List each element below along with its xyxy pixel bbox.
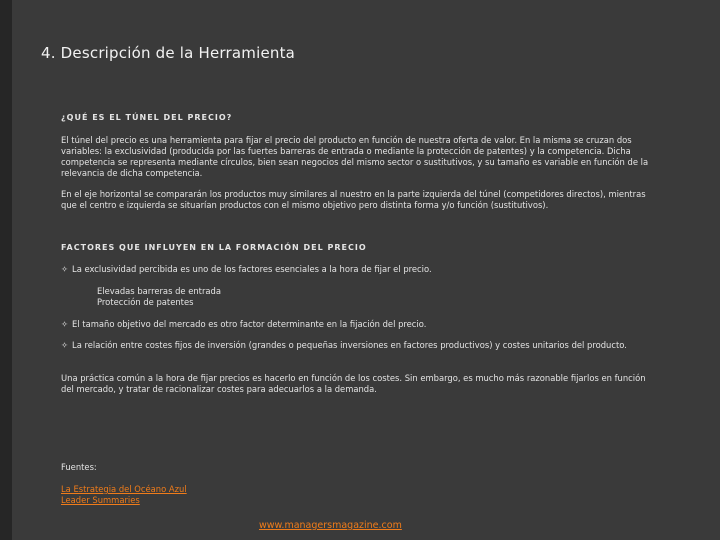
heading-tunel-precio: ¿QUÉ ES EL TÚNEL DEL PRECIO?	[61, 113, 233, 122]
sub-item-barreras: Elevadas barreras de entrada	[97, 286, 221, 296]
source-link-oceano-azul-wrap	[61, 484, 651, 495]
diamond-bullet-icon: ✧	[61, 340, 69, 350]
source-link-leader-summaries[interactable]: Leader Summaries	[61, 495, 140, 505]
slide-title: 4. Descripción de la Herramienta	[41, 44, 296, 62]
bullet-costes: ✧ La relación entre costes fijos de inversión (grandes o pequeñas inversiones en factores productivos) y costes unitarios del producto.	[61, 340, 627, 350]
source-link-oceano-azul[interactable]: La Estrategia del Océano Azul	[61, 484, 187, 494]
diamond-bullet-icon: ✧	[61, 264, 69, 274]
paragraph-definition: El túnel del precio es una herramienta para fijar el precio del producto en función de nuestra oferta de valor. En la misma se cruzan dos variables: la exclusividad (producida por las fuertes barreras de entrada o mediante la protección de patentes) y la competencia. Dicha competencia se representa mediante círculos, bien sean negocios del mismo sector o sustitutivos, y su tamaño es variable en función de la relevancia de dicha competencia.	[61, 135, 649, 178]
heading-factores: FACTORES QUE INFLUYEN EN LA FORMACIÓN DEL PRECIO	[61, 243, 367, 252]
footer-website-link[interactable]: www.managersmagazine.com	[259, 520, 402, 531]
paragraph-practica-comun: Una práctica común a la hora de fijar precios es hacerlo en función de los costes. Sin embargo, es mucho más razonable fijarlos en función del mercado, y tratar de racionalizar costes para adecuarlos a la demanda.	[61, 373, 646, 394]
source-link-leader-wrap	[61, 495, 651, 506]
diamond-bullet-icon: ✧	[61, 319, 69, 329]
sources-label: Fuentes:	[61, 462, 97, 472]
bullet-exclusividad: ✧ La exclusividad percibida es uno de los factores esenciales a la hora de fijar el precio.	[61, 264, 432, 274]
paragraph-horizontal-axis: En el eje horizontal se compararán los productos muy similares al nuestro en la parte izquierda del túnel (competidores directos), mientras que el centro e izquierda se situarían productos con el mismo objetivo pero distinta forma y/o función (sustitutivos).	[61, 189, 646, 210]
bullet-tamano-mercado: ✧ El tamaño objetivo del mercado es otro factor determinante en la fijación del precio.	[61, 319, 427, 329]
sub-item-patentes: Protección de patentes	[97, 297, 194, 307]
